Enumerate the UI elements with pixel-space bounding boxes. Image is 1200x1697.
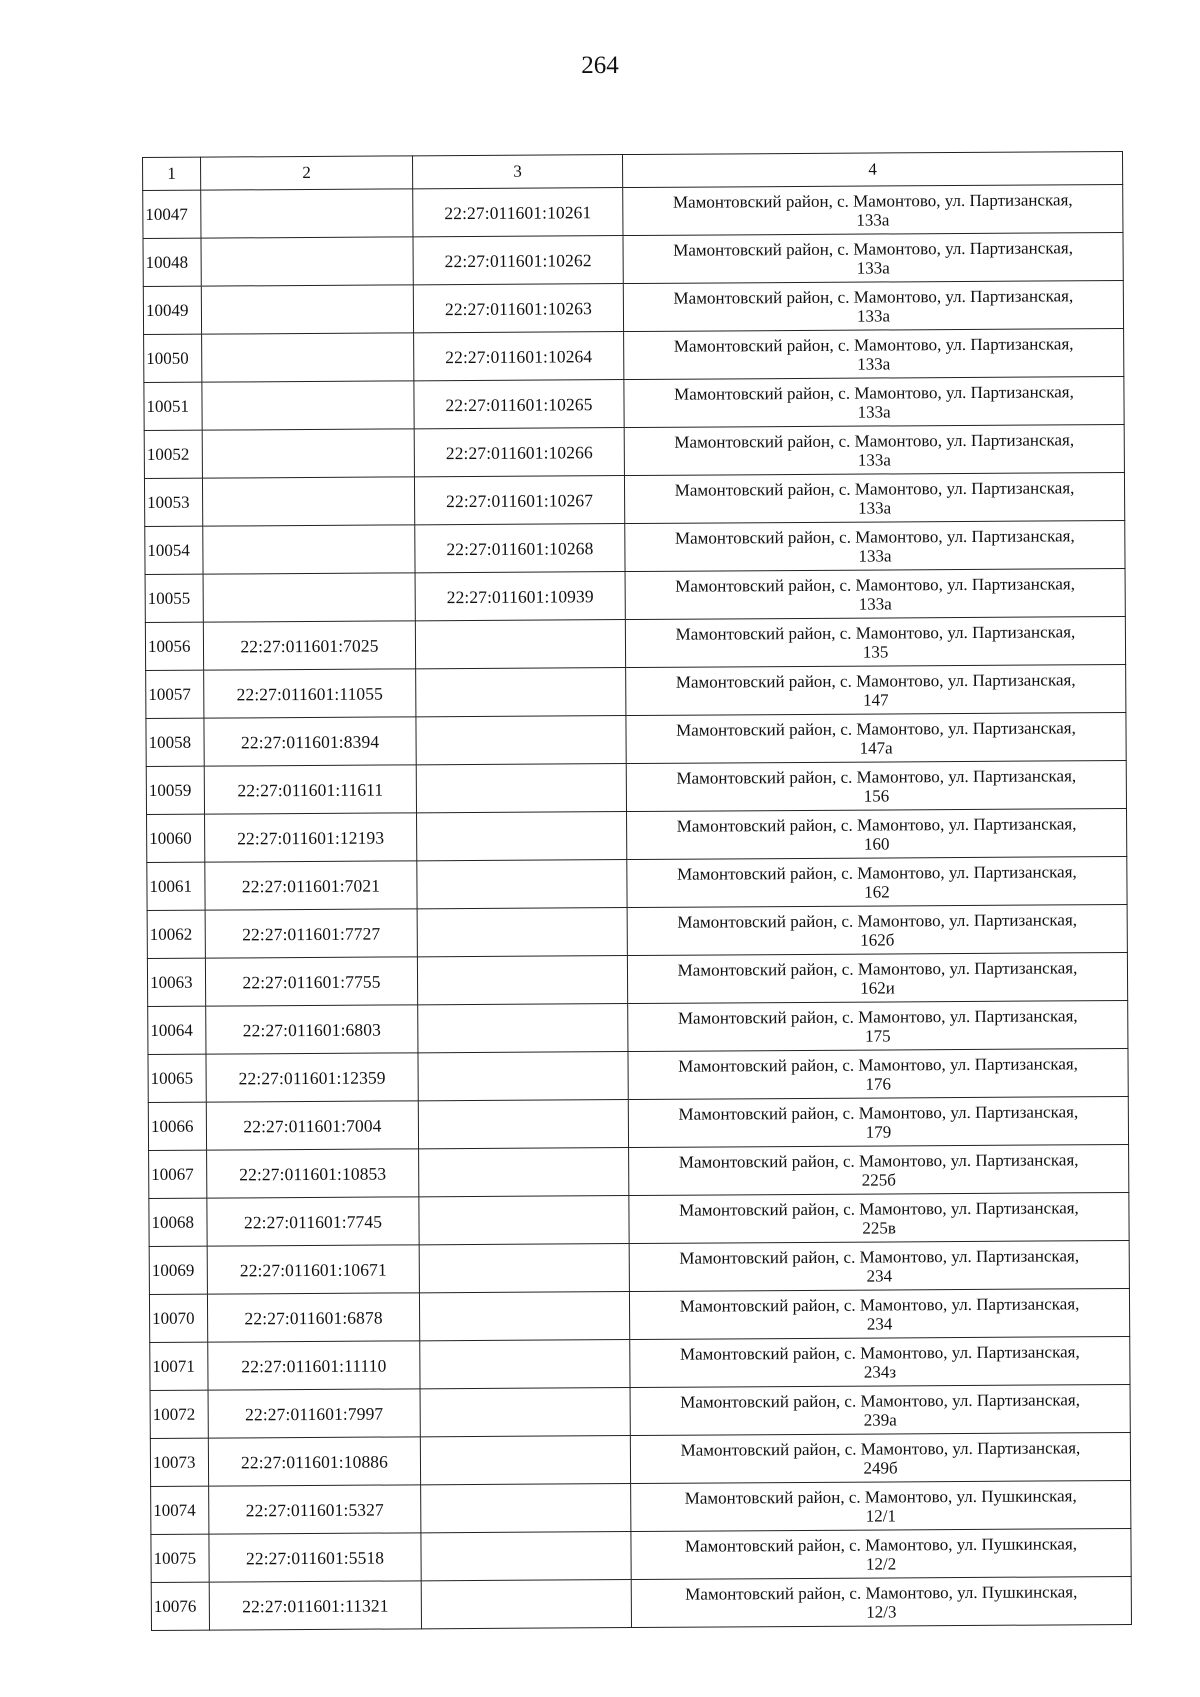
house-number: 162б (860, 930, 895, 950)
house-number: 175 (865, 1026, 891, 1046)
address-text: Мамонтовский район, с. Мамонтово, ул. Партизанская, (676, 766, 1077, 788)
address-cell (629, 1144, 1129, 1195)
row-number: 10074 (151, 1486, 209, 1534)
address-cell (627, 904, 1127, 955)
cadastral-number-col-3 (421, 1484, 631, 1533)
cadastral-number-col-2: 22:27:011601:12359 (206, 1053, 418, 1102)
row-number: 10070 (149, 1294, 207, 1342)
address-text: Мамонтовский район, с. Мамонтово, ул. Партизанская, (677, 958, 1078, 980)
cadastral-number-col-2 (202, 477, 414, 526)
table-row (143, 233, 1123, 287)
address-cell (626, 760, 1126, 811)
house-number: 12/3 (866, 1602, 897, 1622)
address-cell (626, 665, 1126, 716)
address-text: Мамонтовский район, с. Мамонтово, ул. Партизанская, (673, 238, 1073, 260)
table-row (145, 617, 1125, 671)
cadastral-number-col-2: 22:27:011601:7997 (208, 1389, 420, 1438)
cadastral-number-col-2 (202, 429, 414, 478)
cadastral-number-col-3 (420, 1436, 630, 1485)
address-cell (624, 329, 1124, 380)
cadastral-number-col-3 (419, 1292, 629, 1341)
house-number: 133а (856, 258, 890, 278)
cadastral-number-col-3: 22:27:011601:10267 (414, 476, 624, 525)
table-row (144, 329, 1124, 383)
cadastral-number-col-3 (418, 1100, 628, 1149)
cadastral-number-col-2 (201, 189, 413, 238)
cadastral-number-col-3 (417, 860, 627, 909)
cadastral-number-col-2: 22:27:011601:6803 (206, 1005, 418, 1054)
house-number: 179 (865, 1122, 892, 1142)
cadastral-number-col-2: 22:27:011601:11055 (204, 669, 416, 718)
cadastral-number-col-3 (421, 1580, 631, 1629)
address-text: Мамонтовский район, с. Мамонтово, ул. Пушкинская, (685, 1582, 1078, 1604)
cadastral-number-col-3: 22:27:011601:10264 (414, 332, 624, 381)
address-text: Мамонтовский район, с. Мамонтово, ул. Партизанская, (677, 910, 1078, 932)
house-number: 239а (863, 1410, 897, 1430)
table-row (146, 713, 1126, 767)
row-number: 10054 (145, 526, 203, 574)
cadastral-number-col-2 (203, 573, 415, 622)
cadastral-number-col-3 (415, 620, 625, 669)
address-cell (623, 233, 1123, 284)
cadastral-number-col-3: 22:27:011601:10266 (414, 428, 624, 477)
address-text: Мамонтовский район, с. Мамонтово, ул. Партизанская, (674, 382, 1074, 404)
cadastral-number-col-2 (201, 237, 413, 286)
cadastral-number-col-3 (418, 1004, 628, 1053)
cadastral-number-col-3: 22:27:011601:10263 (413, 284, 623, 333)
house-number: 147 (863, 690, 889, 710)
row-number: 10066 (148, 1102, 206, 1150)
cadastral-number-col-3: 22:27:011601:10939 (415, 572, 625, 621)
table-row (150, 1432, 1130, 1486)
address-cell (627, 808, 1127, 859)
cadastral-number-col-2: 22:27:011601:7727 (205, 909, 417, 958)
cadastral-number-col-2: 22:27:011601:6878 (207, 1293, 419, 1342)
table-row (145, 569, 1125, 623)
address-text: Мамонтовский район, с. Мамонтово, ул. Партизанская, (680, 1438, 1081, 1460)
row-number: 10063 (147, 958, 205, 1006)
address-text: Мамонтовский район, с. Мамонтово, ул. Партизанская, (678, 1150, 1079, 1172)
cadastral-number-col-3 (419, 1148, 629, 1197)
header-col-1: 1 (143, 157, 201, 190)
address-text: Мамонтовский район, с. Мамонтово, ул. Партизанская, (676, 814, 1077, 836)
address-cell (624, 425, 1124, 476)
address-cell (627, 856, 1127, 907)
row-number: 10051 (144, 382, 202, 430)
table-row (148, 1048, 1128, 1102)
cadastral-number-col-2: 22:27:011601:10853 (207, 1149, 419, 1198)
table-row (149, 1288, 1129, 1342)
address-text: Мамонтовский район, с. Мамонтово, ул. Партизанская, (675, 670, 1076, 692)
address-text: Мамонтовский район, с. Мамонтово, ул. Партизанская, (675, 574, 1076, 596)
cadastral-number-col-3 (416, 668, 626, 717)
address-cell (629, 1288, 1129, 1339)
table-row (147, 952, 1127, 1006)
address-text: Мамонтовский район, с. Мамонтово, ул. Пушкинская, (684, 1534, 1078, 1556)
cadastral-number-col-2: 22:27:011601:10671 (207, 1245, 419, 1294)
house-number: 147а (859, 738, 893, 758)
house-number: 249б (863, 1458, 898, 1478)
address-cell (628, 1048, 1128, 1099)
row-number: 10073 (150, 1438, 208, 1486)
address-text: Мамонтовский район, с. Мамонтово, ул. Партизанская, (680, 1390, 1081, 1412)
address-text: Мамонтовский район, с. Мамонтово, ул. Партизанская, (679, 1294, 1080, 1316)
table-row (146, 760, 1126, 814)
row-number: 10047 (143, 190, 201, 238)
address-cell (623, 185, 1123, 236)
table-row (151, 1528, 1131, 1582)
row-number: 10049 (143, 286, 201, 334)
header-col-2: 2 (201, 156, 413, 190)
cadastral-number-col-2: 22:27:011601:8394 (204, 717, 416, 766)
house-number: 133а (858, 498, 892, 518)
table-row (143, 281, 1123, 335)
cadastral-number-col-3 (416, 716, 626, 765)
cadastral-number-col-2: 22:27:011601:10886 (208, 1437, 420, 1486)
cadastral-number-col-2: 22:27:011601:11321 (209, 1581, 421, 1630)
cadastral-number-col-3: 22:27:011601:10262 (413, 236, 623, 285)
house-number: 160 (863, 834, 890, 854)
page-number: 264 (581, 52, 619, 79)
address-cell (631, 1576, 1131, 1627)
table-row (151, 1480, 1131, 1534)
house-number: 133а (857, 354, 891, 374)
row-number: 10067 (149, 1150, 207, 1198)
house-number: 234 (866, 1314, 893, 1334)
table-row (148, 1096, 1128, 1150)
table-row (147, 904, 1127, 958)
address-cell (625, 617, 1125, 668)
cadastral-number-col-2: 22:27:011601:7025 (203, 621, 415, 670)
address-text: Мамонтовский район, с. Мамонтово, ул. Партизанская, (674, 526, 1075, 548)
address-cell (624, 377, 1124, 428)
row-number: 10053 (144, 478, 202, 526)
address-text: Мамонтовский район, с. Мамонтово, ул. Партизанская, (679, 1342, 1080, 1364)
address-text: Мамонтовский район, с. Мамонтово, ул. Партизанская, (679, 1246, 1080, 1268)
cadastral-number-col-3 (419, 1244, 629, 1293)
cadastral-number-col-2: 22:27:011601:12193 (205, 813, 417, 862)
table-row (147, 808, 1127, 862)
address-cell (628, 1000, 1128, 1051)
cadastral-number-col-3 (418, 1052, 628, 1101)
address-cell (631, 1528, 1131, 1579)
cadastral-number-col-2: 22:27:011601:7755 (205, 957, 417, 1006)
house-number: 135 (862, 642, 889, 662)
table-row (148, 1000, 1128, 1054)
table-row (146, 665, 1126, 719)
cadastral-number-col-2 (203, 525, 415, 574)
house-number: 133а (856, 210, 890, 230)
cadastral-number-col-3 (417, 956, 627, 1005)
row-number: 10064 (148, 1006, 206, 1054)
row-number: 10059 (146, 766, 204, 814)
row-number: 10056 (145, 622, 203, 670)
house-number: 234 (866, 1266, 893, 1286)
house-number: 234з (863, 1362, 897, 1382)
house-number: 133а (857, 402, 891, 422)
table-row (144, 473, 1124, 527)
address-text: Мамонтовский район, с. Мамонтово, ул. Партизанская, (676, 862, 1077, 884)
house-number: 133а (856, 306, 891, 326)
row-number: 10075 (151, 1534, 209, 1582)
row-number: 10061 (147, 862, 205, 910)
cadastral-number-col-3 (419, 1196, 629, 1245)
address-text: Мамонтовский район, с. Мамонтово, ул. Партизанская, (677, 1006, 1078, 1028)
house-number: 12/2 (865, 1554, 897, 1574)
row-number: 10072 (150, 1390, 208, 1438)
row-number: 10057 (146, 670, 204, 718)
cadastral-number-col-3 (420, 1388, 630, 1437)
address-cell (623, 281, 1123, 332)
cadastral-number-col-2: 22:27:011601:11110 (208, 1341, 420, 1390)
row-number: 10060 (147, 814, 205, 862)
address-cell (625, 569, 1125, 620)
address-cell (625, 521, 1125, 572)
header-col-4: 4 (622, 152, 1122, 188)
table-row (151, 1576, 1131, 1630)
cadastral-number-col-3 (417, 908, 627, 957)
cadastral-number-col-3 (416, 764, 626, 813)
house-number: 162 (864, 882, 890, 902)
address-text: Мамонтовский район, с. Мамонтово, ул. Партизанская, (673, 334, 1074, 356)
address-cell (627, 952, 1127, 1003)
row-number: 10076 (151, 1582, 209, 1630)
house-number: 225б (861, 1170, 896, 1190)
row-number: 10068 (149, 1198, 207, 1246)
row-number: 10048 (143, 238, 201, 286)
address-text: Мамонтовский район, с. Мамонтово, ул. Пушкинская, (684, 1486, 1077, 1508)
house-number: 133а (857, 450, 891, 470)
cadastral-number-col-2 (202, 381, 414, 430)
table-row (143, 185, 1123, 239)
table-row (149, 1144, 1129, 1198)
table-row (144, 377, 1124, 431)
table-row (149, 1240, 1129, 1294)
address-text: Мамонтовский район, с. Мамонтово, ул. Партизанская, (673, 286, 1074, 308)
header-col-3: 3 (412, 155, 622, 189)
address-cell (630, 1384, 1130, 1435)
address-cell (631, 1480, 1131, 1531)
table-body (143, 185, 1132, 1631)
address-cell (626, 713, 1126, 764)
address-cell (624, 473, 1124, 524)
table-row (147, 856, 1127, 910)
cadastral-number-col-2: 22:27:011601:7004 (206, 1101, 418, 1150)
cadastral-number-col-2 (201, 285, 413, 334)
house-number: 156 (863, 786, 890, 806)
address-cell (629, 1192, 1129, 1243)
cadastral-number-col-3 (421, 1532, 631, 1581)
cadastral-number-col-2: 22:27:011601:11611 (204, 765, 416, 814)
house-number: 133а (858, 594, 892, 614)
address-text: Мамонтовский район, с. Мамонтово, ул. Партизанская, (678, 1054, 1078, 1076)
address-cell (629, 1240, 1129, 1291)
address-text: Мамонтовский район, с. Мамонтово, ул. Партизанская, (679, 1198, 1079, 1220)
table-row (150, 1336, 1130, 1390)
cadastral-number-col-2 (202, 333, 414, 382)
cadastral-number-col-3: 22:27:011601:10268 (415, 524, 625, 573)
address-text: Мамонтовский район, с. Мамонтово, ул. Партизанская, (672, 190, 1073, 212)
document-table (142, 151, 1132, 1631)
house-number: 225в (862, 1218, 896, 1238)
cadastral-number-col-2: 22:27:011601:7021 (205, 861, 417, 910)
row-number: 10055 (145, 574, 203, 622)
row-number: 10069 (149, 1246, 207, 1294)
address-cell (628, 1096, 1128, 1147)
row-number: 10058 (146, 718, 204, 766)
cadastral-number-col-2: 22:27:011601:7745 (207, 1197, 419, 1246)
house-number: 12/1 (865, 1506, 896, 1526)
row-number: 10050 (144, 334, 202, 382)
row-number: 10052 (144, 430, 202, 478)
row-number: 10065 (148, 1054, 206, 1102)
house-number: 162и (860, 978, 895, 998)
table-row (149, 1192, 1129, 1246)
address-text: Мамонтовский район, с. Мамонтово, ул. Партизанская, (674, 430, 1075, 452)
address-text: Мамонтовский район, с. Мамонтово, ул. Партизанская, (675, 622, 1076, 644)
cadastral-number-col-2: 22:27:011601:5518 (209, 1533, 421, 1582)
address-cell (630, 1432, 1130, 1483)
table-row (144, 425, 1124, 479)
cadastral-number-col-3 (420, 1340, 630, 1389)
cadastral-number-col-3: 22:27:011601:10261 (413, 188, 623, 237)
cadastral-number-col-3: 22:27:011601:10265 (414, 380, 624, 429)
row-number: 10062 (147, 910, 205, 958)
cadastral-number-col-3 (417, 812, 627, 861)
table-row (145, 521, 1125, 575)
table-row (150, 1384, 1130, 1438)
house-number: 133а (858, 546, 892, 566)
row-number: 10071 (150, 1342, 208, 1390)
cadastral-number-col-2: 22:27:011601:5327 (209, 1485, 421, 1534)
address-text: Мамонтовский район, с. Мамонтово, ул. Партизанская, (678, 1102, 1079, 1124)
address-cell (630, 1336, 1130, 1387)
house-number: 176 (865, 1074, 891, 1094)
address-text: Мамонтовский район, с. Мамонтово, ул. Партизанская, (676, 718, 1076, 740)
address-text: Мамонтовский район, с. Мамонтово, ул. Партизанская, (674, 478, 1075, 500)
